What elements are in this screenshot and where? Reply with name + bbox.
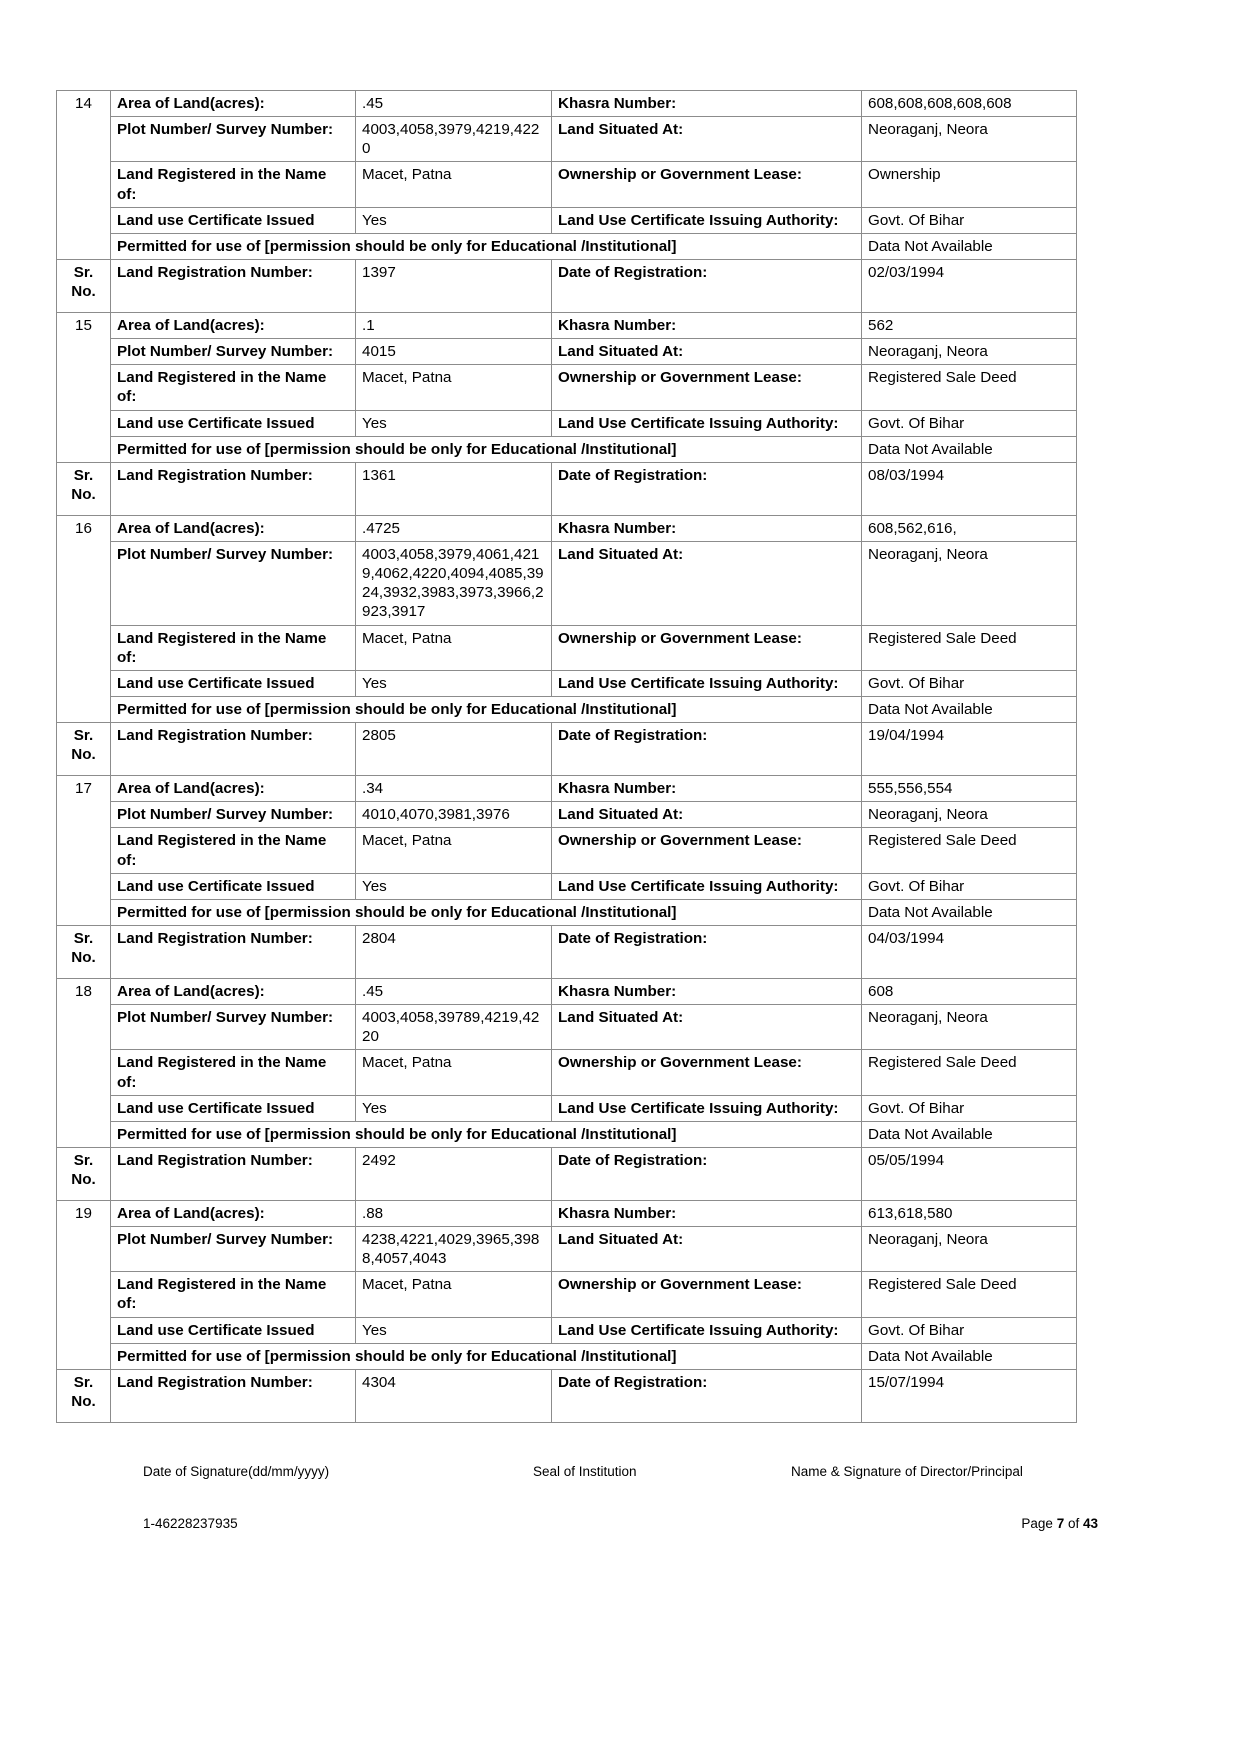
value-land-registration-number: 4304	[356, 1369, 552, 1422]
label-date-of-registration: Date of Registration:	[552, 259, 862, 312]
table-row-registration	[57, 925, 1077, 978]
value-land-use-cert-authority: Govt. Of Bihar	[862, 873, 1077, 899]
label-permitted-for-use: Permitted for use of [permission should be only for Educational /Institutional]	[111, 1343, 862, 1369]
value-registered-in-name-of: Macet, Patna	[356, 1272, 552, 1317]
table-row-registration	[57, 462, 1077, 515]
label-land-use-cert-authority: Land Use Certificate Issuing Authority:	[552, 410, 862, 436]
value-date-of-registration: 04/03/1994	[862, 925, 1077, 978]
label-permitted-for-use: Permitted for use of [permission should be only for Educational /Institutional]	[111, 436, 862, 462]
label-land-use-cert-authority: Land Use Certificate Issuing Authority:	[552, 207, 862, 233]
value-registered-in-name-of: Macet, Patna	[356, 625, 552, 670]
label-date-of-registration: Date of Registration:	[552, 462, 862, 515]
table-row	[57, 1095, 1077, 1121]
name-signature-label: Name & Signature of Director/Principal	[791, 1464, 1023, 1479]
label-land-use-cert-issued: Land use Certificate Issued	[111, 670, 356, 696]
table-row	[57, 117, 1077, 162]
page-prefix: Page	[1021, 1516, 1057, 1531]
entry-index: 17	[57, 776, 111, 926]
sr-no-header: Sr. No.	[57, 723, 111, 776]
table-row	[57, 1343, 1077, 1369]
table-row	[57, 1050, 1077, 1095]
value-plot-number: 4238,4221,4029,3965,3988,4057,4043	[356, 1227, 552, 1272]
label-land-situated-at: Land Situated At:	[552, 339, 862, 365]
table-row-registration	[57, 1147, 1077, 1200]
value-area-of-land: .1	[356, 312, 552, 338]
label-land-registration-number: Land Registration Number:	[111, 259, 356, 312]
value-khasra-number: 562	[862, 312, 1077, 338]
label-land-situated-at: Land Situated At:	[552, 802, 862, 828]
label-date-of-registration: Date of Registration:	[552, 723, 862, 776]
label-land-registration-number: Land Registration Number:	[111, 462, 356, 515]
sr-no-header: Sr. No.	[57, 1147, 111, 1200]
label-date-of-registration: Date of Registration:	[552, 1147, 862, 1200]
value-ownership-or-lease: Registered Sale Deed	[862, 365, 1077, 410]
label-plot-number: Plot Number/ Survey Number:	[111, 339, 356, 365]
value-land-use-cert-authority: Govt. Of Bihar	[862, 1095, 1077, 1121]
label-date-of-registration: Date of Registration:	[552, 925, 862, 978]
table-row	[57, 802, 1077, 828]
value-registered-in-name-of: Macet, Patna	[356, 828, 552, 873]
label-land-registration-number: Land Registration Number:	[111, 1147, 356, 1200]
value-land-use-cert-authority: Govt. Of Bihar	[862, 670, 1077, 696]
label-registered-in-name-of: Land Registered in the Name of:	[111, 828, 356, 873]
sr-no-header: Sr. No.	[57, 259, 111, 312]
value-plot-number: 4010,4070,3981,3976	[356, 802, 552, 828]
entry-index: 15	[57, 312, 111, 462]
value-area-of-land: .88	[356, 1200, 552, 1226]
value-land-use-cert-authority: Govt. Of Bihar	[862, 207, 1077, 233]
label-land-situated-at: Land Situated At:	[552, 117, 862, 162]
value-land-situated-at: Neoraganj, Neora	[862, 541, 1077, 625]
label-land-use-cert-authority: Land Use Certificate Issuing Authority:	[552, 873, 862, 899]
label-land-registration-number: Land Registration Number:	[111, 1369, 356, 1422]
label-ownership-or-lease: Ownership or Government Lease:	[552, 1050, 862, 1095]
label-ownership-or-lease: Ownership or Government Lease:	[552, 365, 862, 410]
label-land-registration-number: Land Registration Number:	[111, 925, 356, 978]
label-registered-in-name-of: Land Registered in the Name of:	[111, 162, 356, 207]
table-row-registration	[57, 259, 1077, 312]
label-land-use-cert-issued: Land use Certificate Issued	[111, 1095, 356, 1121]
label-ownership-or-lease: Ownership or Government Lease:	[552, 625, 862, 670]
page-number	[1021, 1516, 1098, 1531]
entry-index: 19	[57, 1200, 111, 1369]
entry-index: 16	[57, 515, 111, 722]
label-area-of-land: Area of Land(acres):	[111, 515, 356, 541]
value-land-registration-number: 1361	[356, 462, 552, 515]
table-row	[57, 1121, 1077, 1147]
value-land-situated-at: Neoraganj, Neora	[862, 1005, 1077, 1050]
value-land-use-cert-issued: Yes	[356, 1317, 552, 1343]
label-date-of-registration: Date of Registration:	[552, 1369, 862, 1422]
value-khasra-number: 555,556,554	[862, 776, 1077, 802]
document-id: 1-46228237935	[143, 1516, 238, 1531]
label-land-use-cert-authority: Land Use Certificate Issuing Authority:	[552, 670, 862, 696]
table-row-registration	[57, 1369, 1077, 1422]
value-khasra-number: 613,618,580	[862, 1200, 1077, 1226]
label-land-use-cert-issued: Land use Certificate Issued	[111, 1317, 356, 1343]
value-land-situated-at: Neoraganj, Neora	[862, 339, 1077, 365]
label-khasra-number: Khasra Number:	[552, 978, 862, 1004]
label-land-use-cert-authority: Land Use Certificate Issuing Authority:	[552, 1317, 862, 1343]
sr-no-header: Sr. No.	[57, 925, 111, 978]
label-area-of-land: Area of Land(acres):	[111, 978, 356, 1004]
land-details-table	[56, 90, 1077, 1423]
value-area-of-land: .45	[356, 978, 552, 1004]
table-row	[57, 515, 1077, 541]
table-row	[57, 670, 1077, 696]
label-plot-number: Plot Number/ Survey Number:	[111, 1227, 356, 1272]
label-permitted-for-use: Permitted for use of [permission should be only for Educational /Institutional]	[111, 1121, 862, 1147]
value-land-registration-number: 2805	[356, 723, 552, 776]
value-date-of-registration: 08/03/1994	[862, 462, 1077, 515]
value-land-use-cert-issued: Yes	[356, 207, 552, 233]
value-ownership-or-lease: Registered Sale Deed	[862, 625, 1077, 670]
page-total: 43	[1082, 1516, 1098, 1531]
table-row	[57, 1200, 1077, 1226]
value-khasra-number: 608,562,616,	[862, 515, 1077, 541]
table-row	[57, 312, 1077, 338]
label-ownership-or-lease: Ownership or Government Lease:	[552, 162, 862, 207]
value-land-use-cert-issued: Yes	[356, 1095, 552, 1121]
signature-row	[0, 1464, 1241, 1488]
value-permitted-for-use: Data Not Available	[862, 1343, 1077, 1369]
value-plot-number: 4003,4058,3979,4219,4220	[356, 117, 552, 162]
value-area-of-land: .4725	[356, 515, 552, 541]
value-registered-in-name-of: Macet, Patna	[356, 365, 552, 410]
label-registered-in-name-of: Land Registered in the Name of:	[111, 365, 356, 410]
value-khasra-number: 608	[862, 978, 1077, 1004]
label-khasra-number: Khasra Number:	[552, 1200, 862, 1226]
table-row	[57, 410, 1077, 436]
value-date-of-registration: 15/07/1994	[862, 1369, 1077, 1422]
label-land-use-cert-issued: Land use Certificate Issued	[111, 410, 356, 436]
label-khasra-number: Khasra Number:	[552, 776, 862, 802]
label-plot-number: Plot Number/ Survey Number:	[111, 802, 356, 828]
label-plot-number: Plot Number/ Survey Number:	[111, 541, 356, 625]
value-land-use-cert-issued: Yes	[356, 410, 552, 436]
value-land-use-cert-issued: Yes	[356, 670, 552, 696]
value-land-situated-at: Neoraganj, Neora	[862, 802, 1077, 828]
label-land-situated-at: Land Situated At:	[552, 1227, 862, 1272]
value-land-use-cert-issued: Yes	[356, 873, 552, 899]
table-row	[57, 625, 1077, 670]
value-permitted-for-use: Data Not Available	[862, 899, 1077, 925]
table-row	[57, 207, 1077, 233]
table-row	[57, 365, 1077, 410]
label-khasra-number: Khasra Number:	[552, 312, 862, 338]
label-land-situated-at: Land Situated At:	[552, 541, 862, 625]
value-ownership-or-lease: Registered Sale Deed	[862, 828, 1077, 873]
value-land-registration-number: 2492	[356, 1147, 552, 1200]
value-area-of-land: .45	[356, 91, 552, 117]
label-area-of-land: Area of Land(acres):	[111, 776, 356, 802]
label-land-situated-at: Land Situated At:	[552, 1005, 862, 1050]
value-land-registration-number: 1397	[356, 259, 552, 312]
label-area-of-land: Area of Land(acres):	[111, 91, 356, 117]
seal-of-institution-label: Seal of Institution	[533, 1464, 637, 1479]
value-date-of-registration: 02/03/1994	[862, 259, 1077, 312]
table-row	[57, 899, 1077, 925]
table-row	[57, 978, 1077, 1004]
label-permitted-for-use: Permitted for use of [permission should be only for Educational /Institutional]	[111, 233, 862, 259]
label-land-use-cert-issued: Land use Certificate Issued	[111, 873, 356, 899]
sr-no-header: Sr. No.	[57, 1369, 111, 1422]
table-row	[57, 873, 1077, 899]
table-row	[57, 91, 1077, 117]
label-registered-in-name-of: Land Registered in the Name of:	[111, 625, 356, 670]
value-plot-number: 4015	[356, 339, 552, 365]
value-plot-number: 4003,4058,39789,4219,4220	[356, 1005, 552, 1050]
label-ownership-or-lease: Ownership or Government Lease:	[552, 1272, 862, 1317]
label-area-of-land: Area of Land(acres):	[111, 312, 356, 338]
entry-index: 14	[57, 91, 111, 260]
label-ownership-or-lease: Ownership or Government Lease:	[552, 828, 862, 873]
land-details-table-container	[56, 90, 1076, 1423]
value-land-use-cert-authority: Govt. Of Bihar	[862, 410, 1077, 436]
table-row	[57, 436, 1077, 462]
table-row-registration	[57, 723, 1077, 776]
value-khasra-number: 608,608,608,608,608	[862, 91, 1077, 117]
table-row	[57, 696, 1077, 722]
value-land-situated-at: Neoraganj, Neora	[862, 1227, 1077, 1272]
value-permitted-for-use: Data Not Available	[862, 233, 1077, 259]
table-row	[57, 776, 1077, 802]
label-registered-in-name-of: Land Registered in the Name of:	[111, 1050, 356, 1095]
value-date-of-registration: 19/04/1994	[862, 723, 1077, 776]
value-land-registration-number: 2804	[356, 925, 552, 978]
table-row	[57, 233, 1077, 259]
date-of-signature-label: Date of Signature(dd/mm/yyyy)	[143, 1464, 330, 1479]
value-registered-in-name-of: Macet, Patna	[356, 1050, 552, 1095]
value-ownership-or-lease: Registered Sale Deed	[862, 1272, 1077, 1317]
label-khasra-number: Khasra Number:	[552, 91, 862, 117]
entry-index: 18	[57, 978, 111, 1147]
page-current: 7	[1056, 1516, 1065, 1531]
value-registered-in-name-of: Macet, Patna	[356, 162, 552, 207]
value-land-situated-at: Neoraganj, Neora	[862, 117, 1077, 162]
table-row	[57, 828, 1077, 873]
sr-no-header: Sr. No.	[57, 462, 111, 515]
table-row	[57, 162, 1077, 207]
table-row	[57, 1317, 1077, 1343]
table-row	[57, 541, 1077, 625]
label-khasra-number: Khasra Number:	[552, 515, 862, 541]
label-land-use-cert-issued: Land use Certificate Issued	[111, 207, 356, 233]
table-row	[57, 1227, 1077, 1272]
label-plot-number: Plot Number/ Survey Number:	[111, 1005, 356, 1050]
label-registered-in-name-of: Land Registered in the Name of:	[111, 1272, 356, 1317]
value-permitted-for-use: Data Not Available	[862, 436, 1077, 462]
label-permitted-for-use: Permitted for use of [permission should be only for Educational /Institutional]	[111, 899, 862, 925]
table-row	[57, 339, 1077, 365]
value-permitted-for-use: Data Not Available	[862, 1121, 1077, 1147]
label-area-of-land: Area of Land(acres):	[111, 1200, 356, 1226]
value-ownership-or-lease: Ownership	[862, 162, 1077, 207]
value-ownership-or-lease: Registered Sale Deed	[862, 1050, 1077, 1095]
value-land-use-cert-authority: Govt. Of Bihar	[862, 1317, 1077, 1343]
value-permitted-for-use: Data Not Available	[862, 696, 1077, 722]
table-row	[57, 1005, 1077, 1050]
value-date-of-registration: 05/05/1994	[862, 1147, 1077, 1200]
label-land-registration-number: Land Registration Number:	[111, 723, 356, 776]
label-land-use-cert-authority: Land Use Certificate Issuing Authority:	[552, 1095, 862, 1121]
value-plot-number: 4003,4058,3979,4061,4219,4062,4220,4094,4085,3924,3932,3983,3973,3966,2923,3917	[356, 541, 552, 625]
document-footer	[0, 1516, 1241, 1538]
label-permitted-for-use: Permitted for use of [permission should be only for Educational /Institutional]	[111, 696, 862, 722]
table-row	[57, 1272, 1077, 1317]
label-plot-number: Plot Number/ Survey Number:	[111, 117, 356, 162]
page-mid: of	[1064, 1516, 1083, 1531]
value-area-of-land: .34	[356, 776, 552, 802]
